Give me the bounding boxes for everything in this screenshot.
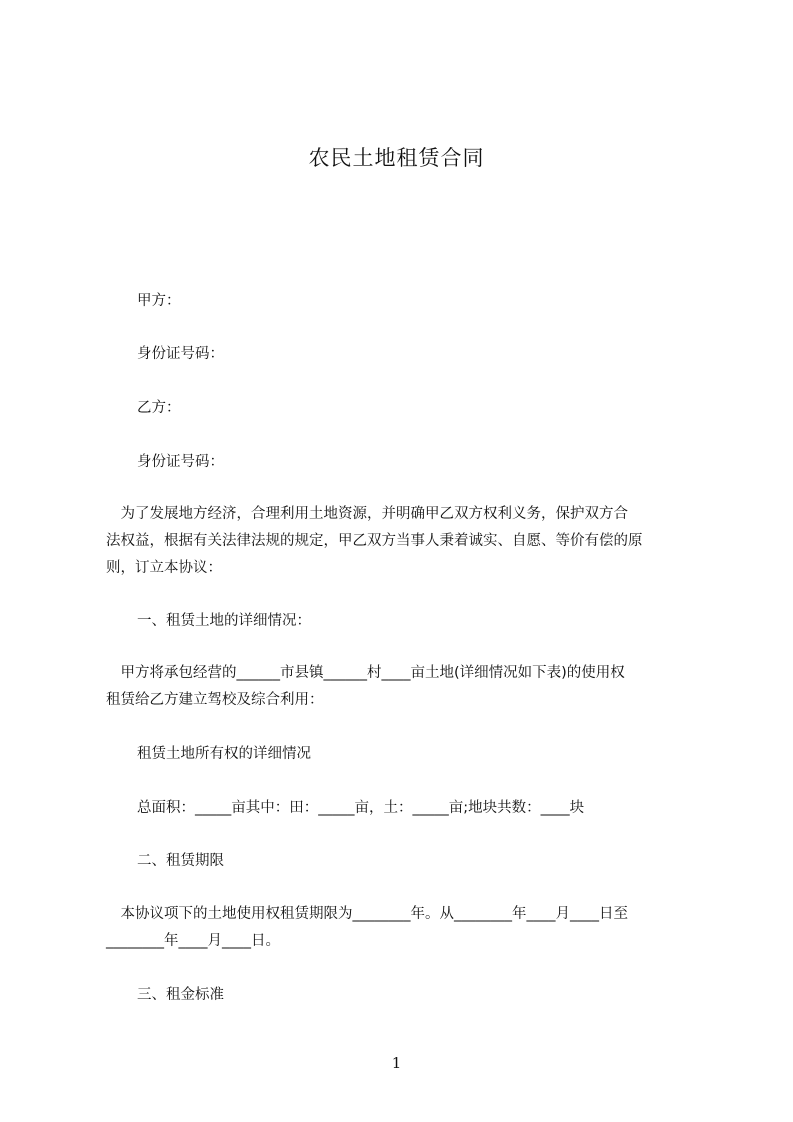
preamble-line: 为了发展地方经济，合理利用土地资源，并明确甲乙双方权利义务，保护双方合 (106, 506, 628, 522)
section1-subheading: 租赁土地所有权的详细情况 (137, 746, 311, 762)
section2-body-line: ________年____月____日。 (106, 933, 280, 949)
party-a-id-label: 身份证号码： (137, 346, 224, 362)
section1-heading: 一、租赁土地的详细情况： (137, 613, 311, 629)
preamble-line: 法权益，根据有关法律法规的规定，甲乙双方当事人秉着诚实、自愿、等价有偿的原 (106, 533, 643, 549)
party-b-id-label: 身份证号码： (137, 454, 224, 470)
party-b-label: 乙方： (137, 400, 181, 416)
section1-body-line: 租赁给乙方建立驾校及综合利用： (106, 692, 324, 708)
section2-body (106, 901, 700, 955)
section3-heading: 三、租金标准 (137, 987, 224, 1003)
section2-heading: 二、租赁期限 (137, 853, 224, 869)
document-title: 农民土地租赁合同 (308, 146, 485, 170)
section1-area: 总面积：_____亩其中：田：_____亩，土：_____亩;地块共数：____块 (137, 800, 585, 816)
page-number: 1 (391, 1054, 402, 1072)
preamble-line: 则，订立本协议： (106, 560, 222, 576)
preamble-paragraph (106, 501, 700, 582)
section1-body (106, 660, 700, 714)
section1-body-line: 甲方将承包经营的______市县镇______村____亩土地(详细情况如下表)的使用权 (106, 665, 625, 681)
section2-body-line: 本协议项下的土地使用权租赁期限为________年。从________年____月____日至 (106, 906, 628, 922)
party-a-label: 甲方： (137, 293, 181, 309)
